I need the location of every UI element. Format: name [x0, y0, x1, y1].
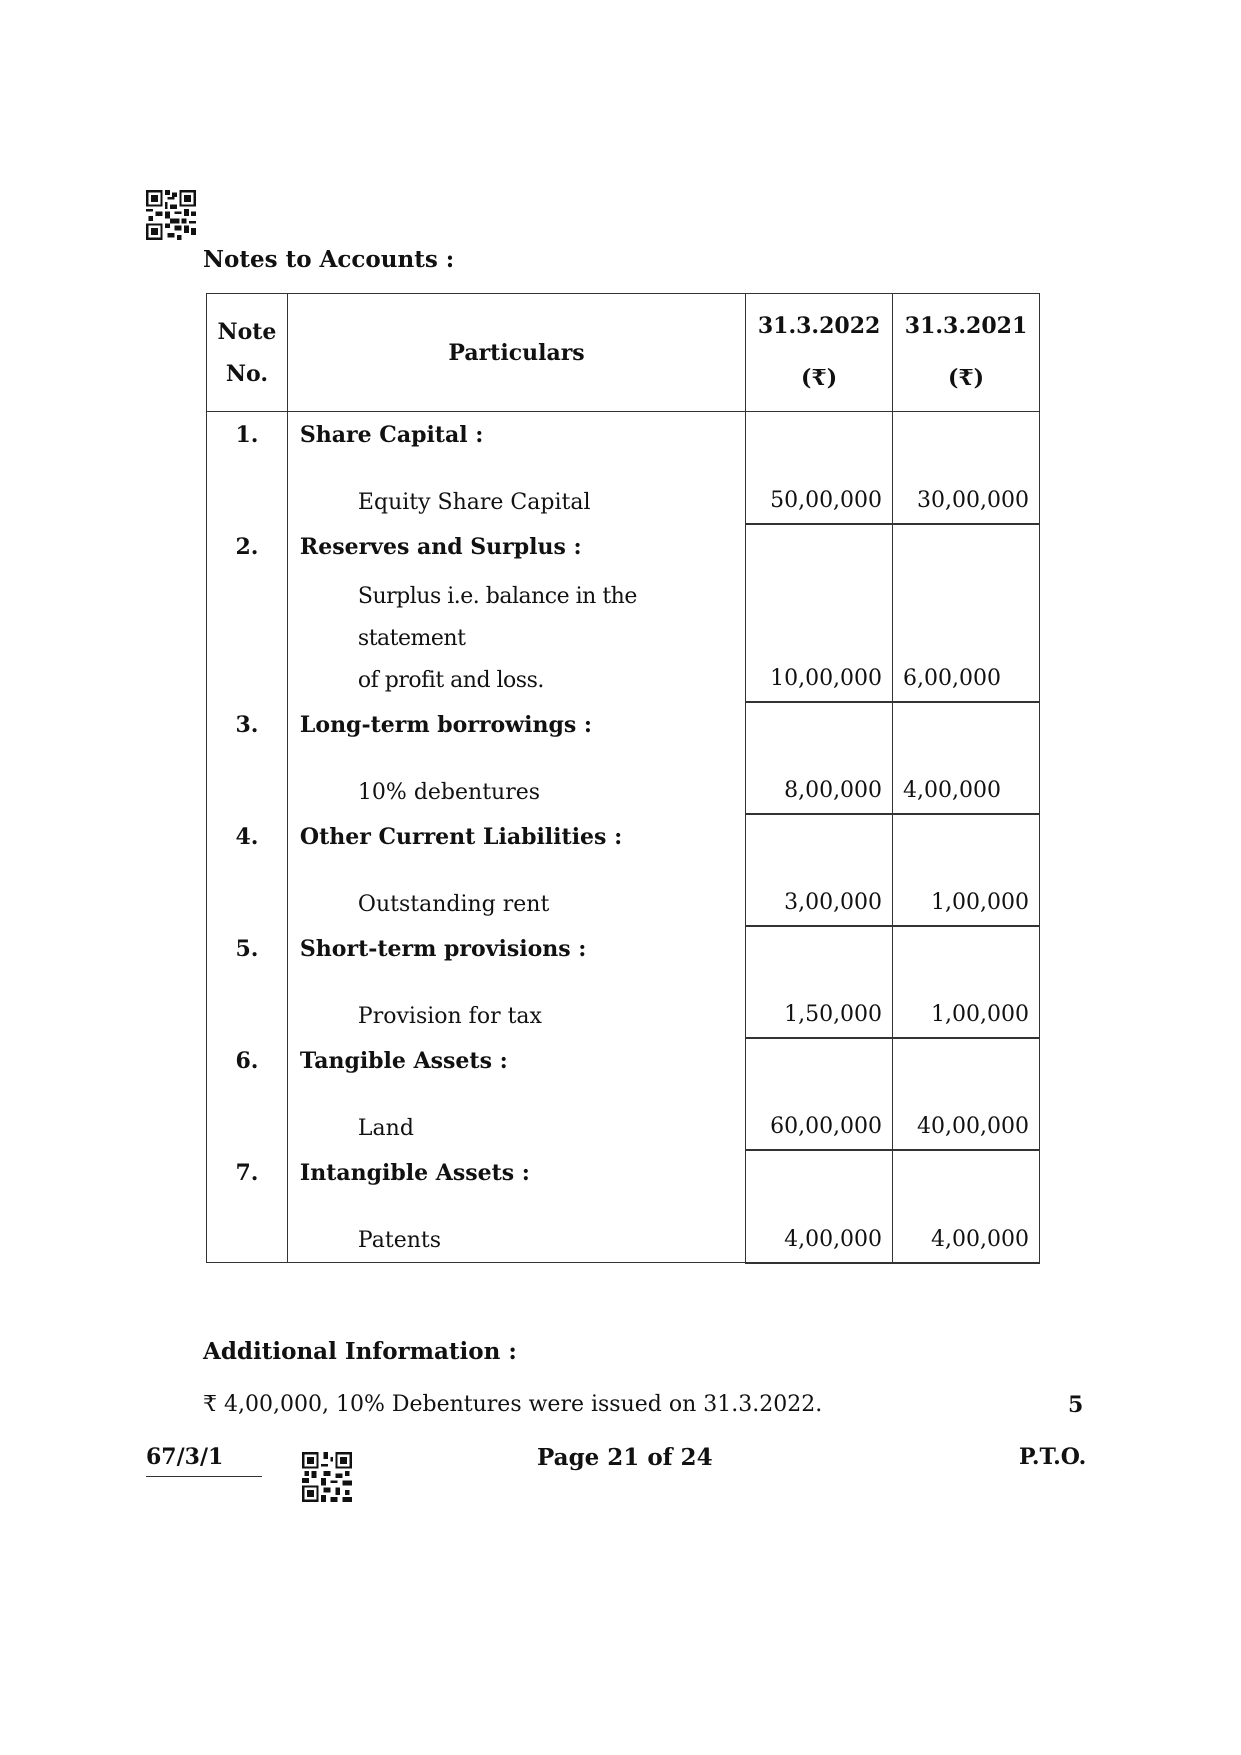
- table-row: [207, 1038, 1040, 1090]
- amount-2021: 4,00,000: [893, 754, 1040, 814]
- amount-2021: 1,00,000: [893, 866, 1040, 926]
- header-currency-2021: (₹): [947, 365, 985, 391]
- amount-2021: 6,00,000: [893, 576, 1040, 702]
- header-year-2022: [746, 294, 893, 412]
- pto-label: P.T.O.: [1019, 1444, 1087, 1470]
- question-marks: 5: [1068, 1392, 1084, 1418]
- note-item: 10% debentures: [287, 754, 745, 814]
- note-title: Short-term provisions :: [287, 926, 745, 978]
- note-number: 6.: [207, 1038, 288, 1090]
- header-currency-2022: (₹): [801, 365, 838, 391]
- notes-table: [206, 293, 1040, 1264]
- amount-2021: 30,00,000: [893, 464, 1040, 524]
- amount-2021: 4,00,000: [893, 1202, 1040, 1263]
- amount-2022: 50,00,000: [746, 464, 893, 524]
- amount-2022: 8,00,000: [746, 754, 893, 814]
- note-number: 3.: [207, 702, 288, 754]
- page-number: Page 21 of 24: [537, 1444, 713, 1471]
- note-item: [287, 576, 745, 702]
- paper-code: 67/3/1: [146, 1444, 224, 1470]
- amount-2022: 4,00,000: [746, 1202, 893, 1263]
- note-number: 4.: [207, 814, 288, 866]
- table-row: [207, 576, 1040, 702]
- additional-info-heading: Additional Information :: [203, 1338, 517, 1365]
- note-title: Long-term borrowings :: [287, 702, 745, 754]
- header-year-2022-label: 31.3.2022: [757, 313, 881, 339]
- additional-info-text: ₹ 4,00,000, 10% Debentures were issued on 31.3.2022.: [203, 1392, 823, 1417]
- table-header-row: [207, 294, 1040, 412]
- note-item-line1: Surplus i.e. balance in the statement: [357, 584, 637, 651]
- table-row: [207, 524, 1040, 576]
- note-item: Land: [287, 1090, 745, 1150]
- amount-2021: 1,00,000: [893, 978, 1040, 1038]
- amount-2022: 10,00,000: [746, 576, 893, 702]
- note-title: Tangible Assets :: [287, 1038, 745, 1090]
- header-particulars: Particulars: [287, 294, 745, 412]
- table-row: [207, 978, 1040, 1038]
- table-row: [207, 926, 1040, 978]
- table-row: [207, 412, 1040, 465]
- amount-2022: 60,00,000: [746, 1090, 893, 1150]
- header-year-2021: [893, 294, 1040, 412]
- amount-2021: 40,00,000: [893, 1090, 1040, 1150]
- header-note-no: [207, 294, 288, 412]
- qr-code-icon: [146, 190, 196, 240]
- note-item: Outstanding rent: [287, 866, 745, 926]
- table-row: [207, 702, 1040, 754]
- note-title: Reserves and Surplus :: [287, 524, 745, 576]
- table-row: [207, 866, 1040, 926]
- header-note-line1: Note: [217, 318, 277, 345]
- paper-code-underline: [146, 1476, 262, 1477]
- note-number: 7.: [207, 1150, 288, 1202]
- table-row: [207, 814, 1040, 866]
- note-number: 1.: [207, 412, 288, 465]
- table-row: [207, 464, 1040, 524]
- note-title: Share Capital :: [287, 412, 745, 465]
- qr-code-icon: [302, 1452, 352, 1502]
- header-note-line2: No.: [225, 360, 268, 387]
- table-row: [207, 754, 1040, 814]
- table-row: [207, 1202, 1040, 1263]
- table-row: [207, 1090, 1040, 1150]
- note-number: 5.: [207, 926, 288, 978]
- amount-2022: 3,00,000: [746, 866, 893, 926]
- header-year-2021-label: 31.3.2021: [904, 313, 1028, 339]
- note-item-line2: of profit and loss.: [357, 668, 544, 693]
- note-title: Intangible Assets :: [287, 1150, 745, 1202]
- note-item: Equity Share Capital: [287, 464, 745, 524]
- table-row: [207, 1150, 1040, 1202]
- note-item: Provision for tax: [287, 978, 745, 1038]
- note-title: Other Current Liabilities :: [287, 814, 745, 866]
- note-item: Patents: [287, 1202, 745, 1263]
- amount-2022: 1,50,000: [746, 978, 893, 1038]
- notes-heading: Notes to Accounts :: [203, 246, 455, 273]
- note-number: 2.: [207, 524, 288, 576]
